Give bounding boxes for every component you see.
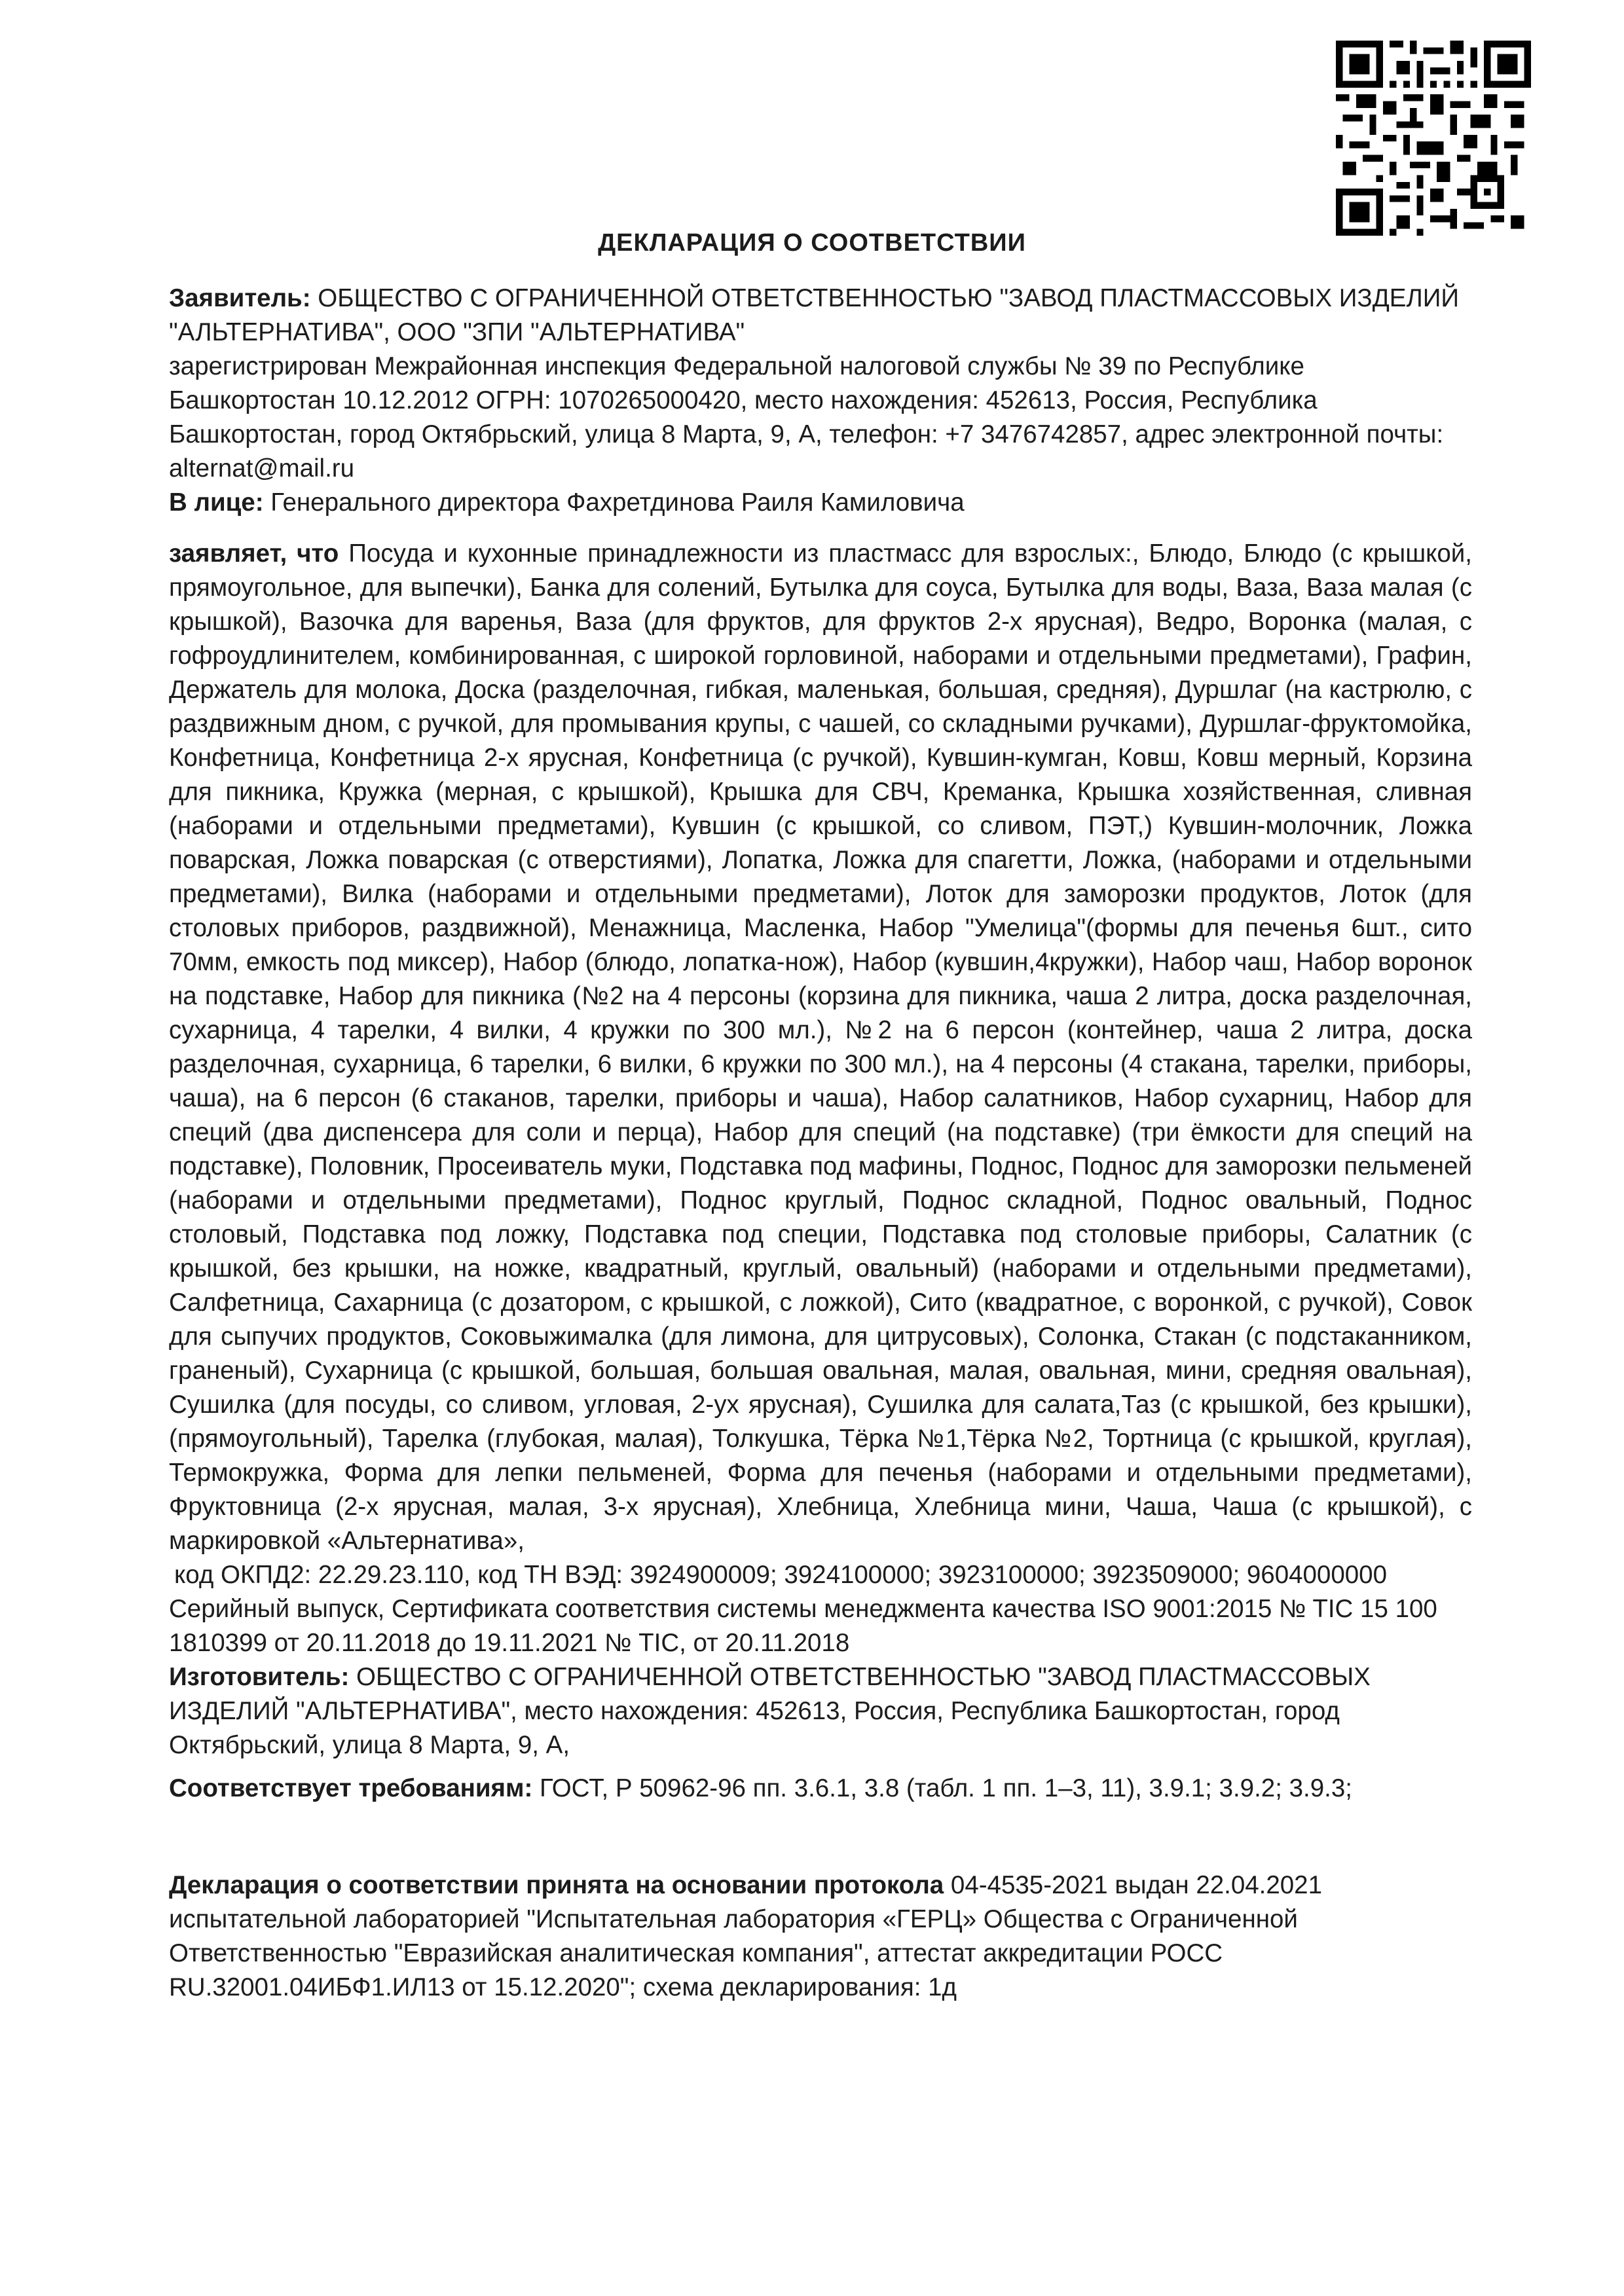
document-title: ДЕКЛАРАЦИЯ О СООТВЕТСТВИИ	[598, 229, 1026, 257]
declares-label: заявляет, что	[169, 539, 339, 568]
applicant-label: Заявитель:	[169, 284, 311, 312]
applicant-section	[169, 282, 1472, 350]
representative-text: Генерального директора Фахретдинова Раиля Камиловича	[270, 488, 965, 517]
applicant-details: зарегистрирован Межрайонная инспекция Федеральной налоговой службы № 39 по Республике Башкортостан 10.12.2012 ОГРН: 1070265000420, место нахождения: 452613, Россия, Республика Башкортостан, город Октябрьский, улица 8 Марта, 9, А, телефон: +7 3476742857, адрес электронной почты: alternat@mail.ru	[169, 352, 1444, 483]
compliance-section	[169, 1772, 1472, 1806]
qr-code-graphic	[1336, 41, 1531, 236]
declaration-section	[169, 537, 1472, 1558]
representative-section	[169, 486, 1472, 520]
basis-text: 04-4535-2021 выдан 22.04.2021 испытательной лабораторией "Испытательная лаборатория «ГЕРЦ» Общества с Ограниченной Ответственностью "Евразийская аналитическая компания", аттестат аккредитации РОСС RU.32001.04ИБФ1.ИЛ13 от 15.12.2020"; схема декларирования: 1д	[169, 1871, 1323, 2001]
product-codes: код ОКПД2: 22.29.23.110, код ТН ВЭД: 3924900009; 3924100000; 3923100000; 3923509000; 9604000000	[174, 1561, 1387, 1589]
compliance-label: Соответствует требованиям:	[169, 1774, 533, 1802]
document-body	[169, 282, 1472, 2005]
basis-label: Декларация о соответствии принята на основании протокола	[169, 1871, 944, 1899]
manufacturer-address: место нахождения: 452613, Россия, Республика Башкортостан, город Октябрьский, улица 8 Марта, 9, А,	[169, 1697, 1340, 1759]
serial-release: Серийный выпуск, Сертификата соответствия системы менеджмента качества ISO 9001:2015 № TIC 15 100 1810399 от 20.11.2018 до 19.11.2021 № TIC, от 20.11.2018	[169, 1595, 1437, 1657]
representative-label: В лице:	[169, 488, 264, 517]
manufacturer-name: ОБЩЕСТВО С ОГРАНИЧЕННОЙ ОТВЕТСТВЕННОСТЬЮ "ЗАВОД ПЛАСТМАССОВЫХ ИЗДЕЛИЙ "АЛЬТЕРНАТИВА",	[169, 1663, 1371, 1725]
product-list: Посуда и кухонные принадлежности из пластмасс для взрослых:, Блюдо, Блюдо (с крышкой, прямоугольное, для выпечки), Банка для солений, Бутылка для соуса, Бутылка для воды, Ваза, Ваза малая (с крышкой), Вазочка для варенья, Ваза (для фруктов, для фруктов 2-х ярусная), Ведро, Воронка (малая, с гофроудлинителем, комбинированная, с широкой горловиной, наборами и отдельными предметами), Графин, Держатель для молока, Доска (разделочная, гибкая, маленькая, большая, средняя), Дуршлаг (на кастрюлю, с раздвижным дном, с ручкой, для промывания крупы, с чашей, со складными ручками), Дуршлаг-фруктомойка, Конфетница, Конфетница 2-х ярусная, Конфетница (с ручкой), Кувшин-кумган, Ковш, Ковш мерный, Корзина для пикника, Кружка (мерная, с крышкой), Крышка для СВЧ, Креманка, Крышка хозяйственная, сливная (наборами и отдельными предметами), Кувшин (с крышкой, со сливом, ПЭТ,) Кувшин-молочник, Ложка поварская, Ложка поварская (с отверстиями), Лопатка, Ложка для спагетти, Ложка, (наборами и отдельными предметами), Вилка (наборами и отдельными предметами), Лоток для заморозки продуктов, Лоток (для столовых приборов, раздвижной), Менажница, Масленка, Набор "Умелица"(формы для печенья 6шт., сито 70мм, емкость под миксер), Набор (блюдо, лопатка-нож), Набор (кувшин,4кружки), Набор чаш, Набор воронок на подставке, Набор для пикника (№2 на 4 персоны (корзина для пикника, чаша 2 литра, доска разделочная, сухарница, 4 тарелки, 4 вилки, 4 кружки по 300 мл.), №2 на 6 персон (контейнер, чаша 2 литра, доска разделочная, сухарница, 6 тарелки, 6 вилки, 6 кружки по 300 мл.), на 4 персоны (4 стакана, тарелки, приборы, чаша), на 6 персон (6 стаканов, тарелки, приборы и чаша), Набор салатников, Набор сухарниц, Набор для специй (два диспенсера для соли и перца), Набор для специй (на подставке) (три ёмкости для специй на подставке), Половник, Просеиватель муки, Подставка под мафины, Поднос, Поднос для заморозки пельменей (наборами и отдельными предметами), Поднос круглый, Поднос складной, Поднос овальный, Поднос столовый, Подставка под ложку, Подставка под специи, Подставка под столовые приборы, Салатник (с крышкой, без крышки, на ножке, квадратный, круглый, овальный) (наборами и отдельными предметами), Салфетница, Сахарница (с дозатором, с крышкой, с ложкой), Сито (квадратное, с воронкой, с ручкой), Совок для сыпучих продуктов, Соковыжималка (для лимона, для цитрусовых), Солонка, Стакан (с подстаканником, граненый), Сухарница (с крышкой, большая, большая овальная, малая, овальная, мини, средняя овальная), Сушилка (для посуды, со сливом, угловая, 2-ух ярусная), Сушилка для салата,Таз (с крышкой, без крышки), (прямоугольный), Тарелка (глубокая, малая), Толкушка, Тёрка №1,Тёрка №2, Тортница (с крышкой, круглая), Термокружка, Форма для лепки пельменей, Форма для печенья (наборами и отдельными предметами), Фруктовница (2-х ярусная, малая, 3-х ярусная), Хлебница, Хлебница мини, Чаша, Чаша (с крышкой), с маркировкой «Альтернатива»,	[169, 539, 1472, 1555]
basis-section	[169, 1868, 1472, 2005]
manufacturer-section	[169, 1660, 1472, 1762]
qr-code-icon	[1336, 41, 1531, 236]
manufacturer-label: Изготовитель:	[169, 1663, 350, 1691]
compliance-text: ГОСТ, Р 50962-96 пп. 3.6.1, 3.8 (табл. 1 пп. 1–3, 11), 3.9.1; 3.9.2; 3.9.3;	[540, 1774, 1352, 1802]
applicant-name: ОБЩЕСТВО С ОГРАНИЧЕННОЙ ОТВЕТСТВЕННОСТЬЮ "ЗАВОД ПЛАСТМАССОВЫХ ИЗДЕЛИЙ "АЛЬТЕРНАТИВА", ООО "ЗПИ "АЛЬТЕРНАТИВА"	[169, 284, 1460, 346]
